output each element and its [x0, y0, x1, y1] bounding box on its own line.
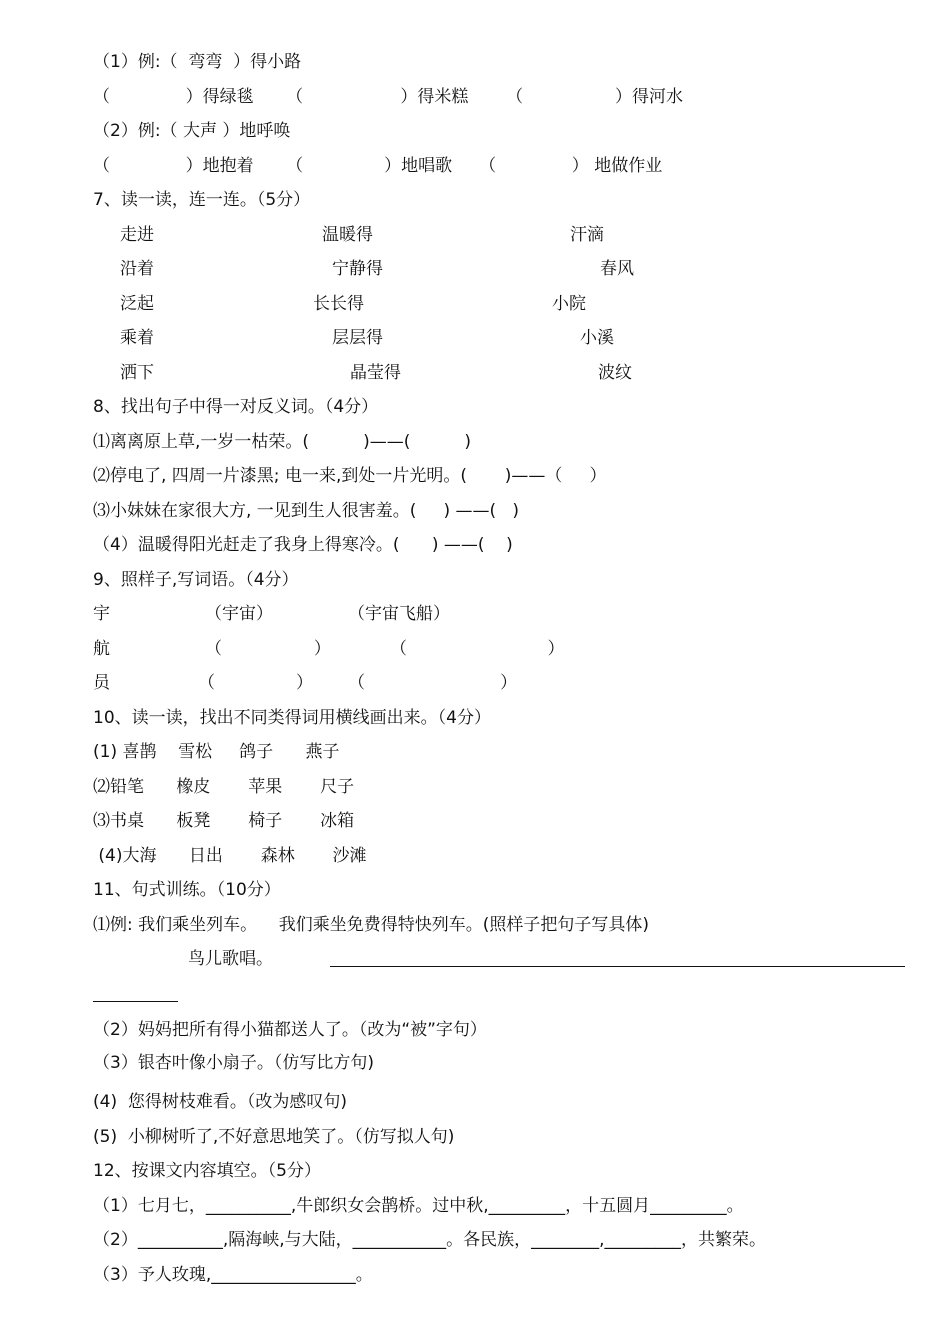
- q7-word-col-b: 长长得: [313, 294, 364, 314]
- q10-item-3: ⑶书桌 板凳 椅子 冰箱: [93, 811, 355, 831]
- question-10-heading: 10、读一读，找出不同类得词用横线画出来。（4分）: [93, 708, 491, 728]
- q9-char: 宇: [93, 604, 110, 624]
- question-11-heading: 11、句式训练。（10分）: [93, 880, 281, 900]
- q7-word-col-c: 小院: [552, 294, 586, 314]
- q9-phrase: （宇宙飞船）: [348, 604, 450, 624]
- q11-item-3: （3）银杏叶像小扇子。（仿写比方句): [93, 1053, 374, 1073]
- q11-item-1-sentence: 鸟儿歌唱。: [188, 949, 273, 969]
- q7-word-col-b: 晶莹得: [350, 363, 401, 383]
- q7-word-col-a: 走进: [120, 225, 154, 245]
- question-12-heading: 12、按课文内容填空。（5分）: [93, 1161, 321, 1181]
- q12-item-1: （1）七月七，__________,牛郎织女会鹊桥。过中秋,_________，十五圆月_________。: [93, 1196, 744, 1216]
- q7-word-col-b: 层层得: [332, 328, 383, 348]
- question-7-heading: 7、读一读，连一连。（5分）: [93, 190, 311, 210]
- q11-item-2: （2）妈妈把所有得小猫都送人了。（改为“被”字句）: [93, 1020, 487, 1040]
- line-1-example: （1）例:（ 弯弯 ）得小路: [93, 52, 302, 72]
- q9-char: 航: [93, 639, 110, 659]
- q10-item-4: (4)大海 日出 森林 沙滩: [93, 846, 367, 866]
- question-8-heading: 8、找出句子中得一对反义词。（4分）: [93, 397, 379, 417]
- q9-phrase-blank: （ ）: [390, 639, 565, 659]
- q9-word-blank: （ ）: [205, 639, 331, 659]
- line-2-example: （2）例:（ 大声 ）地呼唤: [93, 121, 291, 141]
- q7-word-col-a: 洒下: [120, 363, 154, 383]
- answer-line-continued[interactable]: [93, 1001, 178, 1002]
- q12-item-2: （2）__________,隔海峡,与大陆，___________。各民族，________,_________，共繁荣。: [93, 1230, 767, 1250]
- q11-item-4: (4) 您得树枝难看。（改为感叹句): [93, 1092, 348, 1112]
- q11-item-5: (5) 小柳树听了,不好意思地笑了。（仿写拟人句): [93, 1127, 455, 1147]
- q7-word-col-b: 温暖得: [322, 225, 373, 245]
- line-2-blanks: （ ）地抱着 （ ）地唱歌 （ ） 地做作业: [93, 156, 663, 176]
- q8-item-1: ⑴离离原上草,一岁一枯荣。( )——( ): [93, 432, 472, 452]
- q8-item-4: （4）温暖得阳光赶走了我身上得寒冷。( ) ——( ): [93, 535, 513, 555]
- q7-word-col-b: 宁静得: [332, 259, 383, 279]
- q12-item-3: （3）予人玫瑰,_________________。: [93, 1265, 373, 1285]
- q11-item-1: ⑴例: 我们乘坐列车。 我们乘坐免费得特快列车。(照样子把句子写具体): [93, 915, 650, 935]
- q8-item-3: ⑶小妹妹在家很大方, 一见到生人很害羞。( ) ——( ): [93, 501, 519, 521]
- q7-word-col-a: 沿着: [120, 259, 154, 279]
- q7-word-col-c: 汗滴: [570, 225, 604, 245]
- q9-char: 员: [93, 673, 110, 693]
- q10-item-1: (1) 喜鹊 雪松 鸽子 燕子: [93, 742, 340, 762]
- q10-item-2: ⑵铅笔 橡皮 苹果 尺子: [93, 777, 355, 797]
- q7-word-col-a: 乘着: [120, 328, 154, 348]
- q7-word-col-c: 小溪: [580, 328, 614, 348]
- q9-word: （宇宙）: [205, 604, 273, 624]
- answer-line[interactable]: [330, 966, 905, 967]
- q9-word-blank: （ ）: [198, 673, 314, 693]
- q7-word-col-c: 春风: [600, 259, 634, 279]
- question-9-heading: 9、照样子,写词语。（4分）: [93, 570, 299, 590]
- q8-item-2: ⑵停电了, 四周一片漆黑; 电一来,到处一片光明。( )——（ ）: [93, 466, 607, 486]
- q7-word-col-c: 波纹: [598, 363, 632, 383]
- q7-word-col-a: 泛起: [120, 294, 154, 314]
- line-1-blanks: （ ）得绿毯 （ ）得米糕 （ ）得河水: [93, 87, 684, 107]
- q9-phrase-blank: （ ）: [348, 673, 518, 693]
